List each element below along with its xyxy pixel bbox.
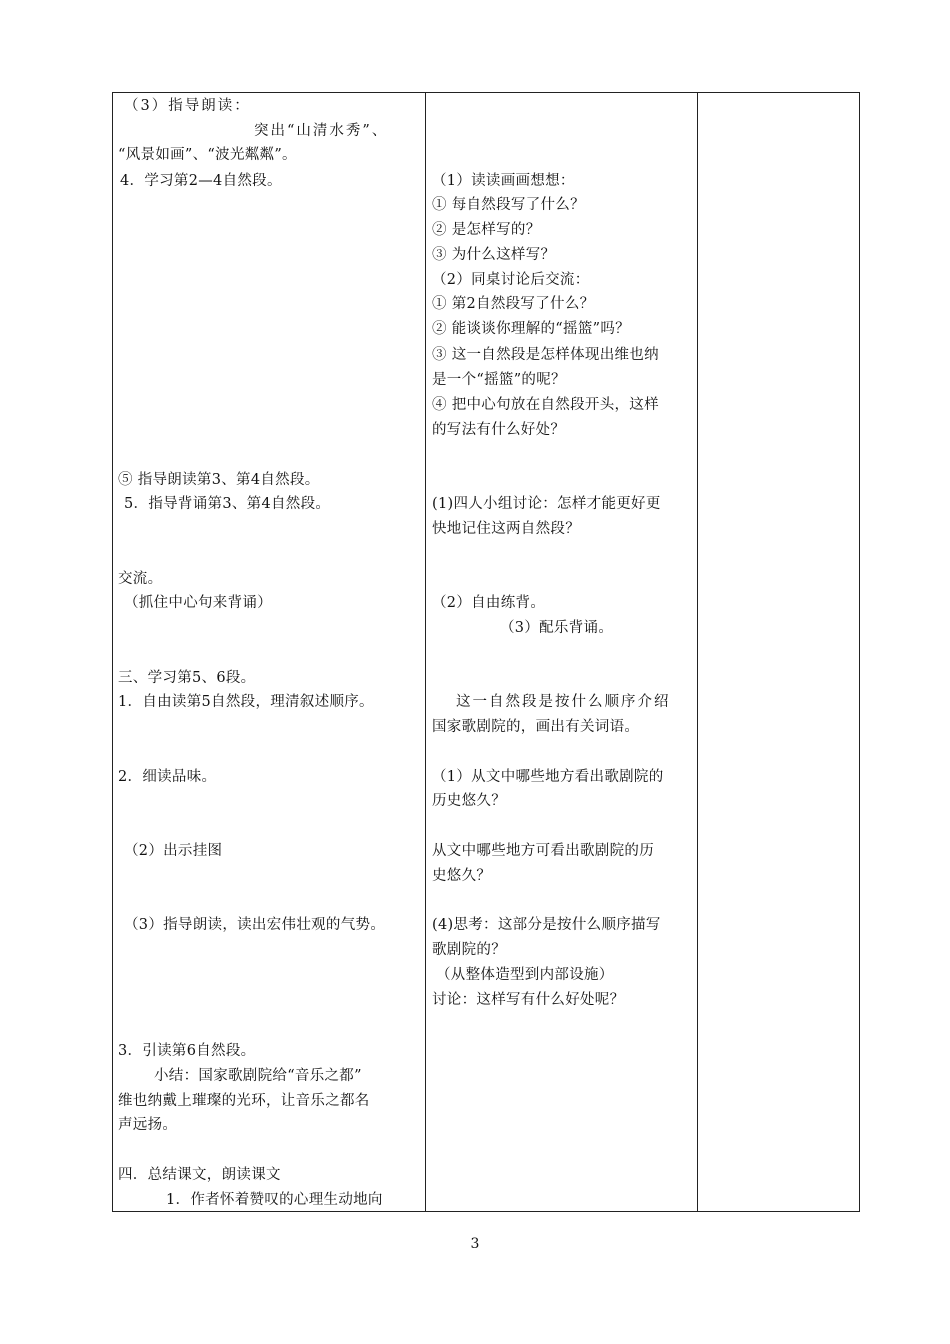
left-line-3: “风景如画”、“波光粼粼”。 — [118, 147, 297, 163]
mid-line-12: (1)四人小组讨论：怎样才能更好更 — [432, 496, 661, 512]
mid-line-15: （3）配乐背诵。 — [500, 620, 614, 636]
left-line-19: 1．作者怀着赞叹的心理生动地向 — [166, 1192, 383, 1208]
mid-line-1: （1）读读画画想想： — [432, 173, 575, 189]
mid-line-14: （2）自由练背。 — [432, 595, 546, 611]
left-line-4: 4．学习第2—4自然段。 — [120, 173, 282, 189]
mid-line-5: （2）同桌讨论后交流： — [432, 272, 590, 288]
left-line-9: 三、学习第5、6段。 — [118, 670, 256, 686]
left-line-6: 5．指导背诵第3、第4自然段。 — [124, 496, 331, 512]
left-line-1: （3）指导朗读： — [124, 98, 251, 114]
left-line-14: 3．引读第6自然段。 — [118, 1043, 256, 1059]
mid-line-22: (4)思考：这部分是按什么顺序描写 — [432, 917, 661, 933]
mid-line-21: 史悠久？ — [432, 868, 492, 884]
left-line-8: （抓住中心句来背诵） — [124, 595, 272, 611]
left-line-17: 声远扬。 — [118, 1117, 178, 1133]
mid-line-7: ② 能谈谈你理解的“摇篮”吗？ — [432, 321, 630, 337]
mid-line-10: ④ 把中心句放在自然段开头，这样 — [432, 397, 659, 413]
left-line-18: 四．总结课文，朗读课文 — [118, 1167, 281, 1183]
mid-line-11: 的写法有什么好处？ — [432, 422, 566, 438]
left-line-7: 交流。 — [118, 571, 163, 587]
mid-line-18: （1）从文中哪些地方看出歌剧院的 — [432, 769, 664, 785]
page-number: 3 — [470, 1236, 480, 1252]
mid-line-20: 从文中哪些地方可看出歌剧院的历 — [432, 843, 654, 859]
mid-line-9: 是一个“摇篮”的呢？ — [432, 372, 566, 388]
mid-line-23: 歌剧院的？ — [432, 942, 506, 958]
left-line-5: ⑤ 指导朗读第3、第4自然段。 — [118, 472, 320, 488]
left-line-16: 维也纳戴上璀璨的光环，让音乐之都名 — [118, 1093, 370, 1109]
mid-line-19: 历史悠久？ — [432, 793, 506, 809]
left-line-11: 2．细读品味。 — [118, 769, 217, 785]
mid-line-3: ② 是怎样写的？ — [432, 222, 541, 238]
mid-line-6: ① 第2自然段写了什么？ — [432, 296, 595, 312]
mid-line-25: 讨论：这样写有什么好处呢？ — [432, 992, 625, 1008]
column-divider-1 — [425, 93, 426, 1211]
mid-line-4: ③ 为什么这样写？ — [432, 247, 556, 263]
left-line-13: （3）指导朗读，读出宏伟壮观的气势。 — [124, 917, 386, 933]
mid-line-16: 这一自然段是按什么顺序介绍 — [456, 694, 671, 710]
mid-line-17: 国家歌剧院的，画出有关词语。 — [432, 719, 640, 735]
mid-line-2: ① 每自然段写了什么？ — [432, 197, 585, 213]
column-divider-2 — [697, 93, 698, 1211]
mid-line-24: （从整体造型到内部设施） — [436, 967, 614, 983]
left-line-12: （2）出示挂图 — [124, 843, 223, 859]
left-line-15: 小结：国家歌剧院给“音乐之都” — [154, 1068, 362, 1084]
left-line-2: 突出“山清水秀”、 — [254, 123, 389, 139]
mid-line-13: 快地记住这两自然段？ — [432, 521, 580, 537]
mid-line-8: ③ 这一自然段是怎样体现出维也纳 — [432, 347, 659, 363]
left-line-10: 1．自由读第5自然段，理清叙述顺序。 — [118, 694, 374, 710]
